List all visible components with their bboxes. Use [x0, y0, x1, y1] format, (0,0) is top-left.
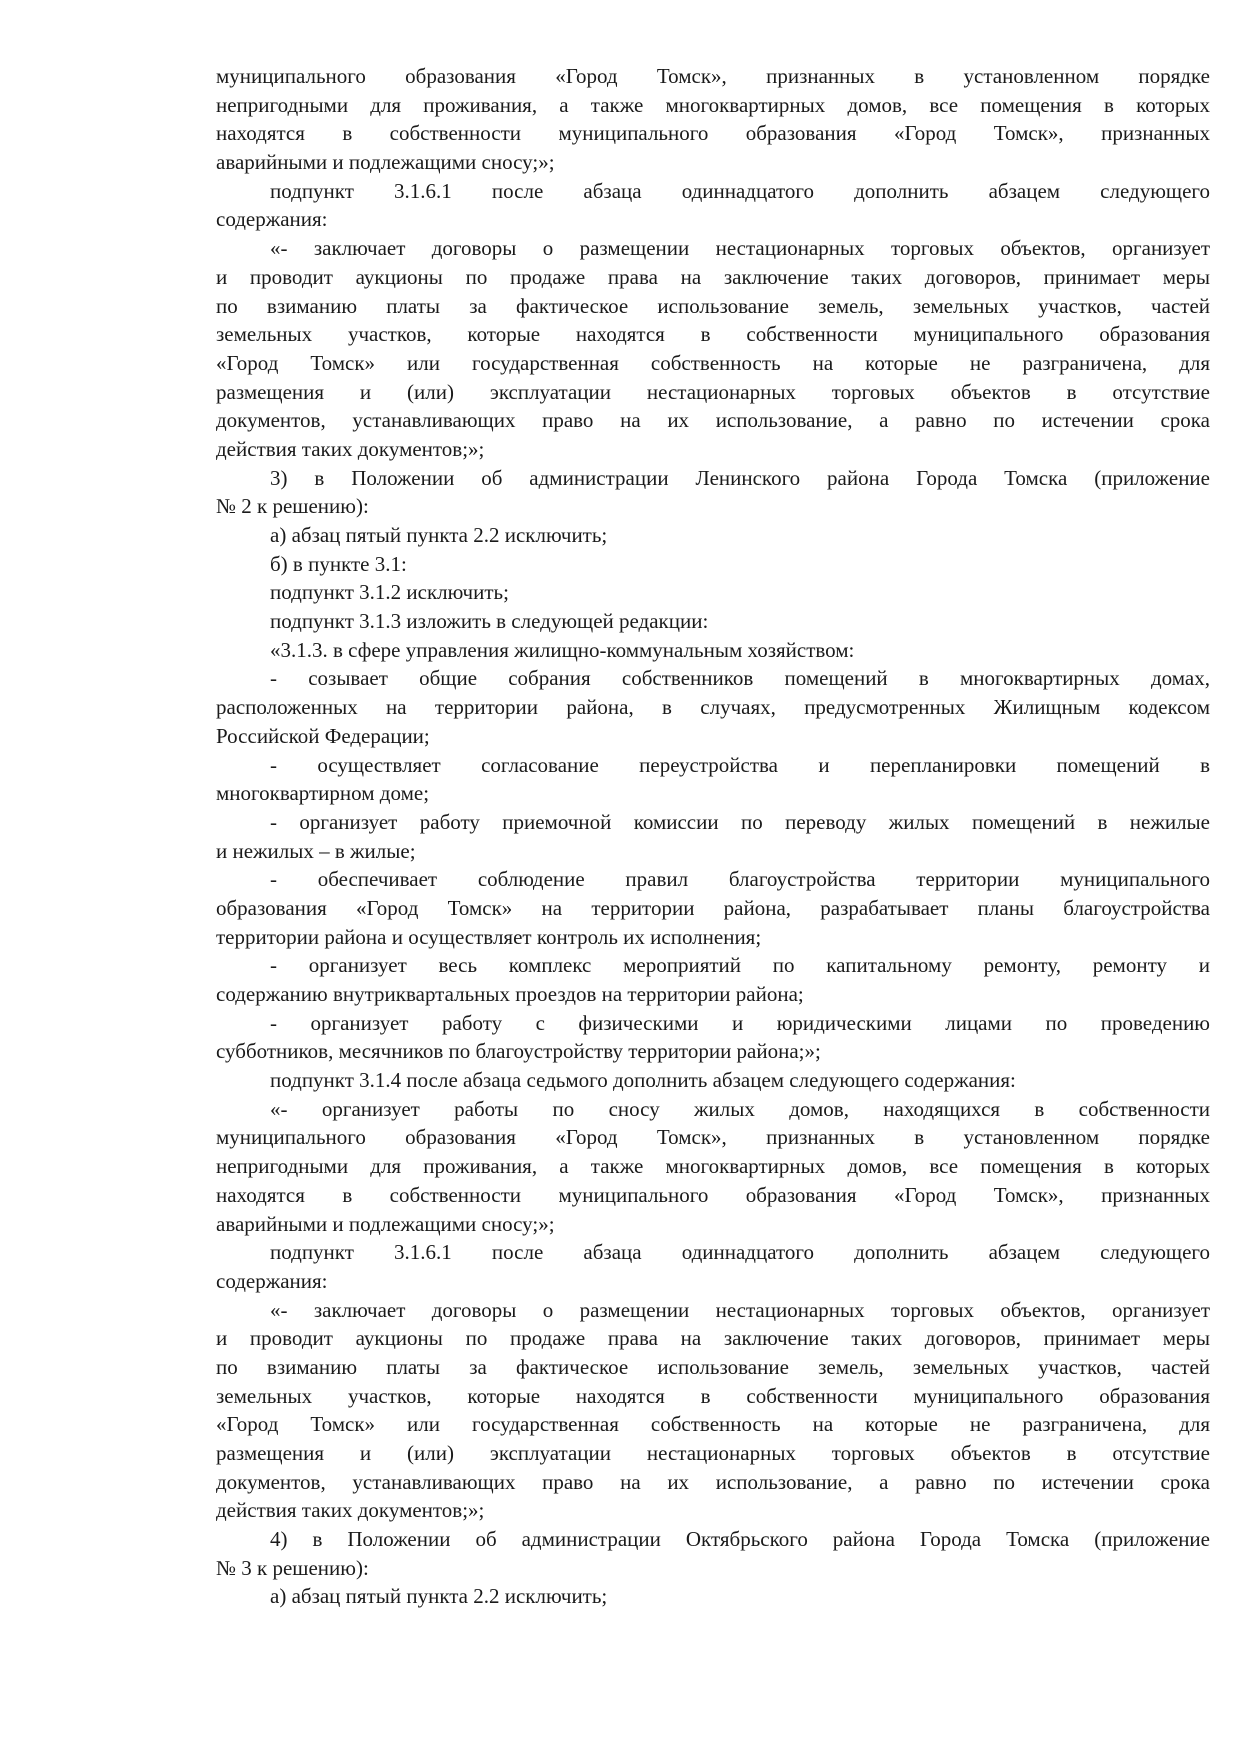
paragraph	[216, 464, 1210, 521]
text-line: действия таких документов;»;	[216, 436, 485, 461]
text-line: действия таких документов;»;	[216, 1498, 485, 1523]
text-line: «Город Томск» или государственная собственность на которые не разграничена, для	[216, 350, 1210, 375]
paragraph	[216, 1582, 1210, 1611]
text-line: муниципального образования «Город Томск», признанных в установленном порядке	[216, 1125, 1210, 1150]
text-line: территории района и осуществляет контроль их исполнения;	[216, 924, 762, 949]
text-line: земельных участков, которые находятся в собственности муниципального образования	[216, 322, 1210, 347]
paragraph	[216, 664, 1210, 750]
text-line: Российской Федерации;	[216, 723, 430, 748]
text-line: «- заключает договоры о размещении нестационарных торговых объектов, организует	[270, 1297, 1210, 1322]
paragraph	[216, 636, 1210, 665]
text-line: б) в пункте 3.1:	[270, 551, 407, 576]
paragraph	[216, 234, 1210, 464]
text-line: муниципального образования «Город Томск», признанных в установленном порядке	[216, 64, 1210, 88]
text-line: - организует работу приемочной комиссии по переводу жилых помещений в нежилые	[270, 809, 1210, 834]
text-line: № 3 к решению):	[216, 1555, 369, 1580]
text-line: непригодными для проживания, а также многоквартирных домов, все помещения в которых	[216, 1154, 1210, 1179]
paragraph	[216, 751, 1210, 808]
text-line: непригодными для проживания, а также многоквартирных домов, все помещения в которых	[216, 92, 1210, 117]
text-line: размещения и (или) эксплуатации нестационарных торговых объектов в отсутствие	[216, 379, 1210, 404]
text-line: подпункт 3.1.4 после абзаца седьмого дополнить абзацем следующего содержания:	[270, 1068, 1016, 1093]
text-line: по взиманию платы за фактическое использование земель, земельных участков, частей	[216, 1354, 1210, 1379]
text-line: содержания:	[216, 207, 328, 232]
text-line: - обеспечивает соблюдение правил благоустройства территории муниципального	[270, 867, 1210, 892]
text-line: а) абзац пятый пункта 2.2 исключить;	[270, 523, 608, 547]
text-line: и проводит аукционы по продаже права на заключение таких договоров, принимает меры	[216, 264, 1210, 289]
paragraph	[216, 1238, 1210, 1295]
text-line: «- организует работы по сносу жилых домов, находящихся в собственности	[270, 1096, 1210, 1121]
text-line: размещения и (или) эксплуатации нестационарных торговых объектов в отсутствие	[216, 1441, 1210, 1465]
text-line: многоквартирном доме;	[216, 781, 430, 806]
text-line: «Город Томск» или государственная собственность на которые не разграничена, для	[216, 1412, 1210, 1437]
paragraph	[216, 578, 1210, 607]
paragraph	[216, 1525, 1210, 1582]
text-line: № 2 к решению):	[216, 494, 369, 519]
paragraph	[216, 521, 1210, 550]
text-line: аварийными и подлежащими сносу;»;	[216, 150, 555, 175]
paragraph	[216, 951, 1210, 1008]
paragraph	[216, 1066, 1210, 1095]
paragraph	[216, 550, 1210, 579]
text-line: и проводит аукционы по продаже права на заключение таких договоров, принимает меры	[216, 1326, 1210, 1351]
text-line: земельных участков, которые находятся в собственности муниципального образования	[216, 1383, 1210, 1408]
text-line: подпункт 3.1.3 изложить в следующей редакции:	[270, 609, 709, 634]
paragraph	[216, 1095, 1210, 1238]
text-line: - осуществляет согласование переустройства и перепланировки помещений в	[270, 752, 1210, 777]
text-line: по взиманию платы за фактическое использование земель, земельных участков, частей	[216, 293, 1210, 318]
text-line: документов, устанавливающих право на их использование, а равно по истечении срока	[216, 1469, 1210, 1494]
text-line: а) абзац пятый пункта 2.2 исключить;	[270, 1584, 608, 1609]
text-line: «3.1.3. в сфере управления жилищно-коммунальным хозяйством:	[270, 637, 855, 662]
text-line: - созывает общие собрания собственников помещений в многоквартирных домах,	[270, 666, 1210, 691]
paragraph	[216, 865, 1210, 951]
text-line: подпункт 3.1.6.1 после абзаца одиннадцатого дополнить абзацем следующего	[270, 1240, 1210, 1265]
text-line: содержания:	[216, 1268, 328, 1293]
text-line: находятся в собственности муниципального образования «Город Томск», признанных	[216, 1182, 1210, 1207]
text-line: - организует работу с физическими и юридическими лицами по проведению	[270, 1010, 1210, 1035]
text-line: расположенных на территории района, в случаях, предусмотренных Жилищным кодексом	[216, 695, 1210, 720]
paragraph	[216, 1296, 1210, 1526]
paragraph	[216, 607, 1210, 636]
text-line: подпункт 3.1.6.1 после абзаца одиннадцатого дополнить абзацем следующего	[270, 178, 1210, 203]
text-line: аварийными и подлежащими сносу;»;	[216, 1211, 555, 1236]
paragraph	[216, 808, 1210, 865]
text-line: и нежилых – в жилые;	[216, 838, 416, 863]
paragraph	[216, 1009, 1210, 1066]
text-line: 3) в Положении об администрации Ленинского района Города Томска (приложение	[270, 465, 1210, 490]
text-line: находятся в собственности муниципального образования «Город Томск», признанных	[216, 121, 1210, 146]
text-line: «- заключает договоры о размещении нестационарных торговых объектов, организует	[270, 236, 1210, 261]
text-line: 4) в Положении об администрации Октябрьского района Города Томска (приложение	[270, 1527, 1210, 1552]
document-page	[216, 62, 1210, 1611]
text-line: - организует весь комплекс мероприятий по капитальному ремонту, ремонту и	[270, 953, 1210, 978]
text-line: документов, устанавливающих право на их использование, а равно по истечении срока	[216, 408, 1210, 433]
text-line: субботников, месячников по благоустройству территории района;»;	[216, 1039, 821, 1064]
paragraph	[216, 177, 1210, 234]
paragraph	[216, 62, 1210, 177]
text-line: подпункт 3.1.2 исключить;	[270, 580, 509, 605]
text-line: содержанию внутриквартальных проездов на территории района;	[216, 982, 804, 1006]
text-line: образования «Город Томск» на территории района, разрабатывает планы благоустройства	[216, 895, 1210, 920]
